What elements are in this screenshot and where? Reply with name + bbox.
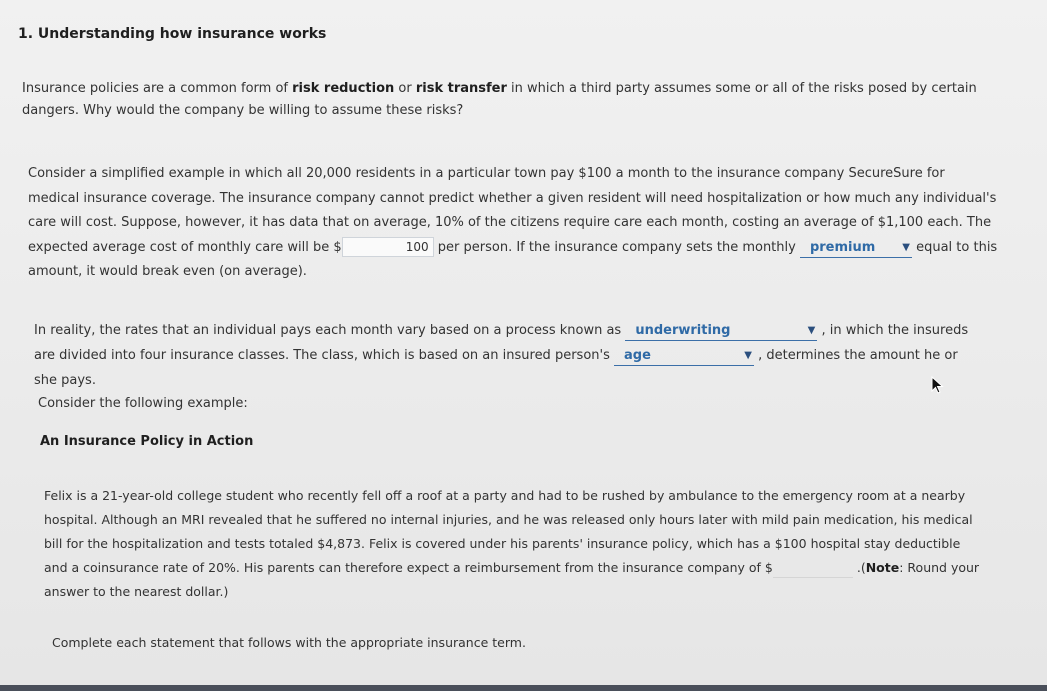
process-dropdown[interactable]: [625, 322, 817, 341]
premium-dropdown-value: premium: [809, 239, 876, 255]
example-text-3: equal to this amount, it would break even (on average).: [28, 239, 998, 279]
example-text-1: Consider a simplified example in which all 20,000 residents in a particular town pay $100 a month to the insurance company SecureSure for medical insurance coverage. The insurance company cannot predict whether a given resident will need hospitalization or how much any individual's care will cost. Suppose, however, it has data that on average, 10% of the citizens require care each month, costing an average of $1,100 each. The expected average cost of monthly care will be $: [28, 166, 997, 255]
reality-paragraph: [34, 318, 984, 393]
chevron-down-icon: ▼: [744, 350, 752, 361]
note-label: Note: [865, 560, 900, 575]
intro-text-3: in which a third party assumes some or all of the risks posed by certain dangers. Why would the company be willing to assume these risks?: [22, 81, 977, 118]
chevron-down-icon: ▼: [902, 241, 910, 253]
consider-label: Consider the following example:: [38, 396, 248, 411]
premium-dropdown[interactable]: [800, 239, 912, 258]
instruction-text: Complete each statement that follows with the appropriate insurance term.: [52, 635, 526, 650]
bottom-bar: [0, 685, 1047, 691]
felix-text-1: Felix is a 21-year-old college student who recently fell off a roof at a party and had to be rushed by ambulance to the emergency room at a nearby hospital. Although an MRI revealed that he suffered no internal injuries, and he was released only hours later with mild pain medication, his medical bill for the hospitalization and tests totaled $4,873. Felix is covered under his parents' insurance policy, which has a $100 hospital stay deductible and a coinsurance rate of 20%. His parents can therefore expect a reimbursement from the insurance company of $: [44, 488, 973, 575]
felix-text-2: .(: [852, 560, 866, 575]
section-heading: 1. Understanding how insurance works: [18, 26, 327, 42]
felix-paragraph: [44, 484, 984, 604]
term-risk-reduction: risk reduction: [292, 81, 395, 96]
example-paragraph: [28, 162, 998, 285]
intro-text-2: or: [394, 81, 416, 96]
class-basis-dropdown[interactable]: [614, 347, 754, 366]
reality-text-2: , in which the insureds are divided into four insurance classes. The class, which is based on an insured person's: [34, 323, 969, 363]
expected-cost-input[interactable]: 100: [342, 237, 434, 257]
intro-paragraph: [22, 78, 982, 122]
reimbursement-input[interactable]: [773, 559, 853, 578]
reality-text-3: , determines the amount he or she pays.: [34, 348, 958, 388]
term-risk-transfer: risk transfer: [415, 81, 507, 96]
class-basis-dropdown-value: age: [624, 348, 651, 363]
intro-text-1: Insurance policies are a common form of: [22, 81, 293, 96]
example-text-2: per person. If the insurance company sets the monthly: [433, 239, 800, 255]
process-dropdown-value: underwriting: [635, 323, 731, 338]
reality-text-1: In reality, the rates that an individual pays each month vary based on a process known as: [34, 323, 626, 338]
chevron-down-icon: ▼: [807, 325, 816, 336]
example-subheading: An Insurance Policy in Action: [40, 434, 254, 449]
felix-text-3: : Round your answer to the nearest dollar.): [44, 560, 980, 599]
